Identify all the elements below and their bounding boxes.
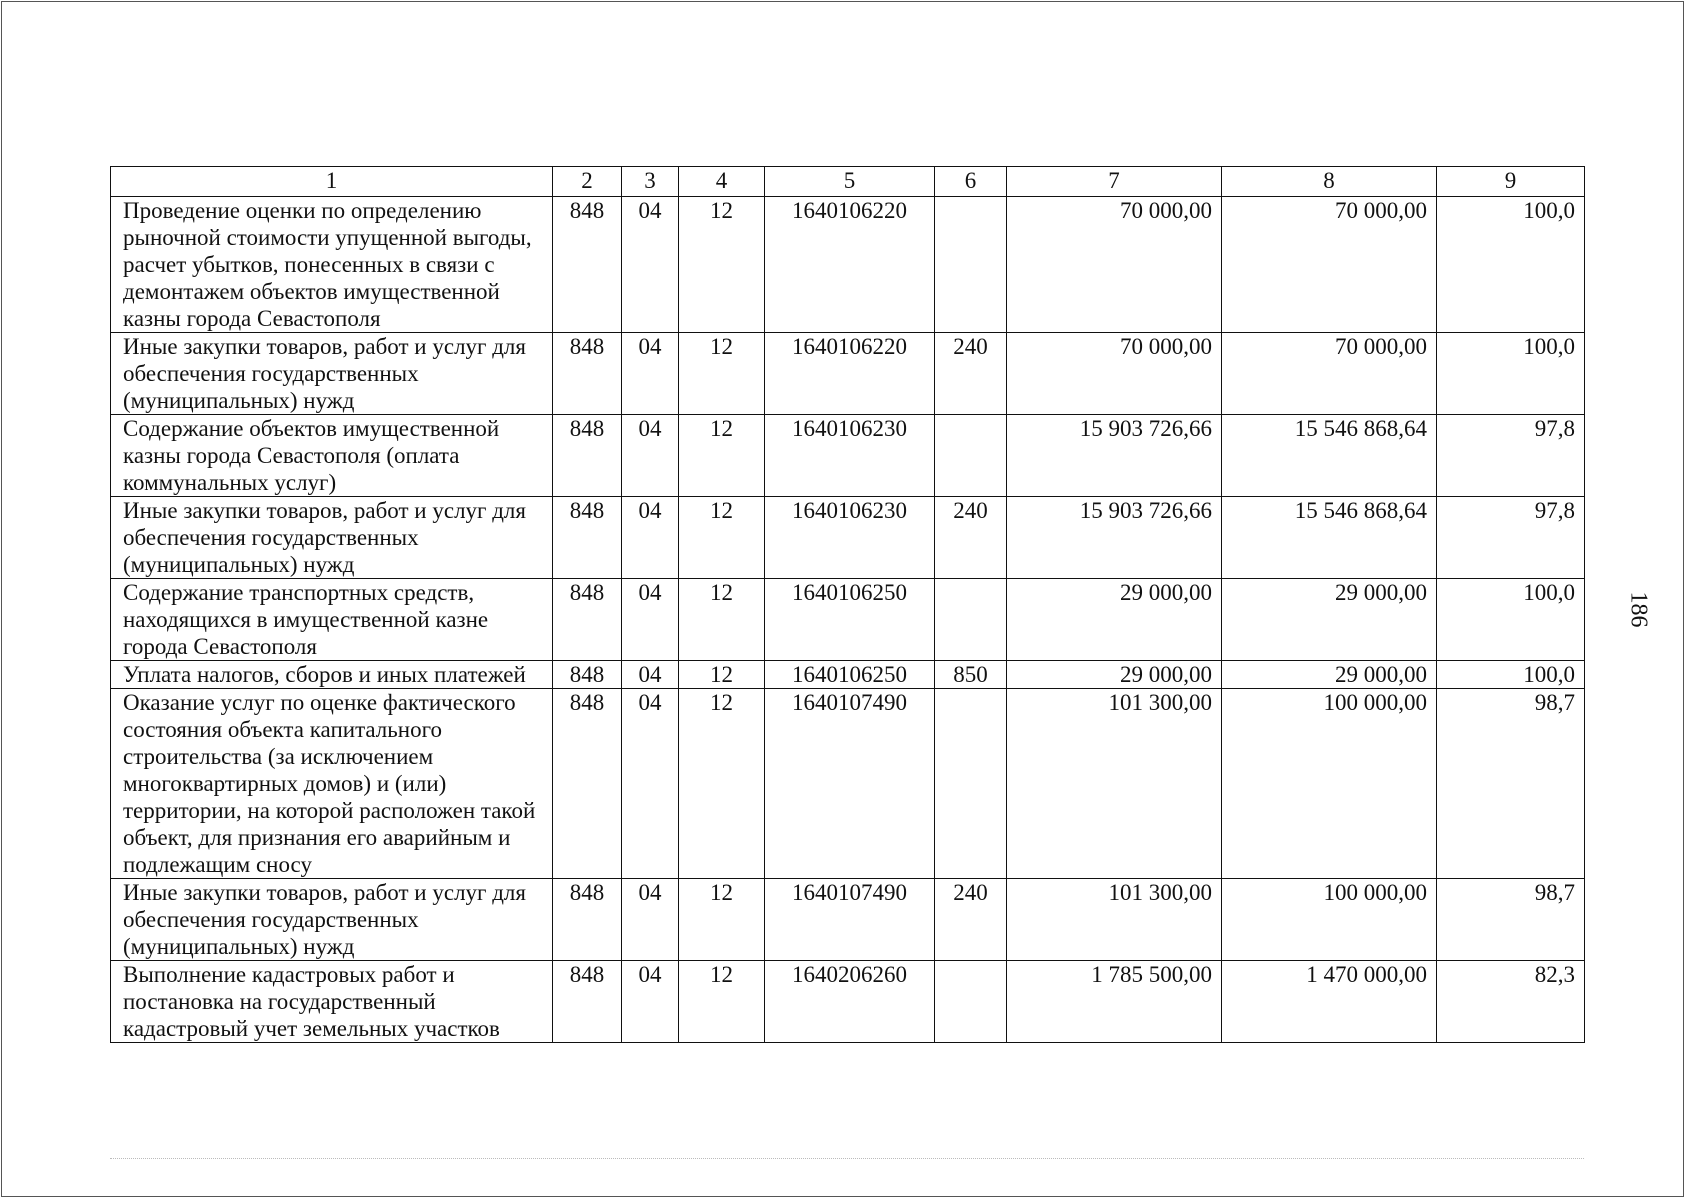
cell-c9: 100,0 xyxy=(1437,661,1585,689)
cell-c3: 04 xyxy=(622,333,679,415)
header-cell: 9 xyxy=(1437,167,1585,197)
cell-c5: 1640206260 xyxy=(765,961,935,1043)
cell-c7: 70 000,00 xyxy=(1007,197,1222,333)
row-name: Проведение оценки по определению рыночной стоимости упущенной выгоды, расчет убытков, понесенных в связи с демонтажем объектов имущественной казны города Севастополя xyxy=(111,197,553,333)
cell-c9: 82,3 xyxy=(1437,961,1585,1043)
cell-c8: 100 000,00 xyxy=(1222,879,1437,961)
cell-c3: 04 xyxy=(622,415,679,497)
divider xyxy=(110,1158,1584,1160)
cell-c5: 1640106250 xyxy=(765,661,935,689)
cell-c6 xyxy=(935,415,1007,497)
cell-c9: 98,7 xyxy=(1437,689,1585,879)
cell-c4: 12 xyxy=(679,197,765,333)
row-name: Иные закупки товаров, работ и услуг для обеспечения государственных (муниципальных) нужд xyxy=(111,879,553,961)
cell-c5: 1640107490 xyxy=(765,689,935,879)
header-cell: 5 xyxy=(765,167,935,197)
cell-c6 xyxy=(935,689,1007,879)
cell-c3: 04 xyxy=(622,497,679,579)
cell-c5: 1640106250 xyxy=(765,579,935,661)
cell-c6 xyxy=(935,579,1007,661)
cell-c7: 15 903 726,66 xyxy=(1007,415,1222,497)
budget-table xyxy=(110,166,1585,1043)
table-row xyxy=(111,197,1585,333)
table-row xyxy=(111,961,1585,1043)
cell-c3: 04 xyxy=(622,879,679,961)
table-row xyxy=(111,333,1585,415)
header-cell: 6 xyxy=(935,167,1007,197)
cell-c9: 97,8 xyxy=(1437,497,1585,579)
cell-c2: 848 xyxy=(553,197,622,333)
cell-c8: 15 546 868,64 xyxy=(1222,415,1437,497)
cell-c5: 1640106230 xyxy=(765,415,935,497)
cell-c4: 12 xyxy=(679,579,765,661)
cell-c3: 04 xyxy=(622,197,679,333)
cell-c4: 12 xyxy=(679,879,765,961)
cell-c6: 240 xyxy=(935,333,1007,415)
cell-c4: 12 xyxy=(679,415,765,497)
cell-c9: 100,0 xyxy=(1437,197,1585,333)
header-cell: 2 xyxy=(553,167,622,197)
cell-c8: 100 000,00 xyxy=(1222,689,1437,879)
table-row xyxy=(111,415,1585,497)
cell-c2: 848 xyxy=(553,879,622,961)
page-number: 186 xyxy=(1625,591,1652,628)
cell-c7: 101 300,00 xyxy=(1007,689,1222,879)
cell-c7: 1 785 500,00 xyxy=(1007,961,1222,1043)
cell-c9: 100,0 xyxy=(1437,579,1585,661)
cell-c2: 848 xyxy=(553,579,622,661)
cell-c2: 848 xyxy=(553,497,622,579)
table-row xyxy=(111,689,1585,879)
cell-c3: 04 xyxy=(622,961,679,1043)
cell-c4: 12 xyxy=(679,961,765,1043)
table-row xyxy=(111,579,1585,661)
cell-c7: 29 000,00 xyxy=(1007,661,1222,689)
header-cell: 4 xyxy=(679,167,765,197)
header-cell: 1 xyxy=(111,167,553,197)
cell-c3: 04 xyxy=(622,689,679,879)
row-name: Содержание транспортных средств, находящихся в имущественной казне города Севастополя xyxy=(111,579,553,661)
row-name: Иные закупки товаров, работ и услуг для обеспечения государственных (муниципальных) нужд xyxy=(111,333,553,415)
cell-c4: 12 xyxy=(679,333,765,415)
cell-c4: 12 xyxy=(679,661,765,689)
cell-c8: 29 000,00 xyxy=(1222,661,1437,689)
cell-c4: 12 xyxy=(679,689,765,879)
row-name: Уплата налогов, сборов и иных платежей xyxy=(111,661,553,689)
row-name: Иные закупки товаров, работ и услуг для обеспечения государственных (муниципальных) нужд xyxy=(111,497,553,579)
cell-c6 xyxy=(935,961,1007,1043)
cell-c7: 15 903 726,66 xyxy=(1007,497,1222,579)
cell-c2: 848 xyxy=(553,415,622,497)
header-cell: 8 xyxy=(1222,167,1437,197)
cell-c3: 04 xyxy=(622,579,679,661)
row-name: Выполнение кадастровых работ и постановка на государственный кадастровый учет земельных участков xyxy=(111,961,553,1043)
cell-c6: 240 xyxy=(935,879,1007,961)
cell-c8: 70 000,00 xyxy=(1222,333,1437,415)
header-row xyxy=(111,167,1585,197)
cell-c7: 70 000,00 xyxy=(1007,333,1222,415)
cell-c8: 15 546 868,64 xyxy=(1222,497,1437,579)
cell-c9: 100,0 xyxy=(1437,333,1585,415)
cell-c5: 1640106230 xyxy=(765,497,935,579)
cell-c2: 848 xyxy=(553,961,622,1043)
table-row xyxy=(111,497,1585,579)
header-cell: 3 xyxy=(622,167,679,197)
cell-c7: 29 000,00 xyxy=(1007,579,1222,661)
cell-c2: 848 xyxy=(553,333,622,415)
cell-c8: 70 000,00 xyxy=(1222,197,1437,333)
table-row xyxy=(111,879,1585,961)
cell-c5: 1640106220 xyxy=(765,197,935,333)
cell-c4: 12 xyxy=(679,497,765,579)
table-row xyxy=(111,661,1585,689)
cell-c2: 848 xyxy=(553,661,622,689)
cell-c9: 98,7 xyxy=(1437,879,1585,961)
cell-c2: 848 xyxy=(553,689,622,879)
row-name: Содержание объектов имущественной казны города Севастополя (оплата коммунальных услуг) xyxy=(111,415,553,497)
cell-c6: 240 xyxy=(935,497,1007,579)
row-name: Оказание услуг по оценке фактического состояния объекта капитального строительства (за исключением многоквартирных домов) и (или) территории, на которой расположен такой объект, для признания его аварийным и подлежащим сносу xyxy=(111,689,553,879)
cell-c9: 97,8 xyxy=(1437,415,1585,497)
cell-c6: 850 xyxy=(935,661,1007,689)
cell-c8: 1 470 000,00 xyxy=(1222,961,1437,1043)
cell-c6 xyxy=(935,197,1007,333)
cell-c3: 04 xyxy=(622,661,679,689)
cell-c5: 1640107490 xyxy=(765,879,935,961)
cell-c7: 101 300,00 xyxy=(1007,879,1222,961)
cell-c5: 1640106220 xyxy=(765,333,935,415)
header-cell: 7 xyxy=(1007,167,1222,197)
cell-c8: 29 000,00 xyxy=(1222,579,1437,661)
